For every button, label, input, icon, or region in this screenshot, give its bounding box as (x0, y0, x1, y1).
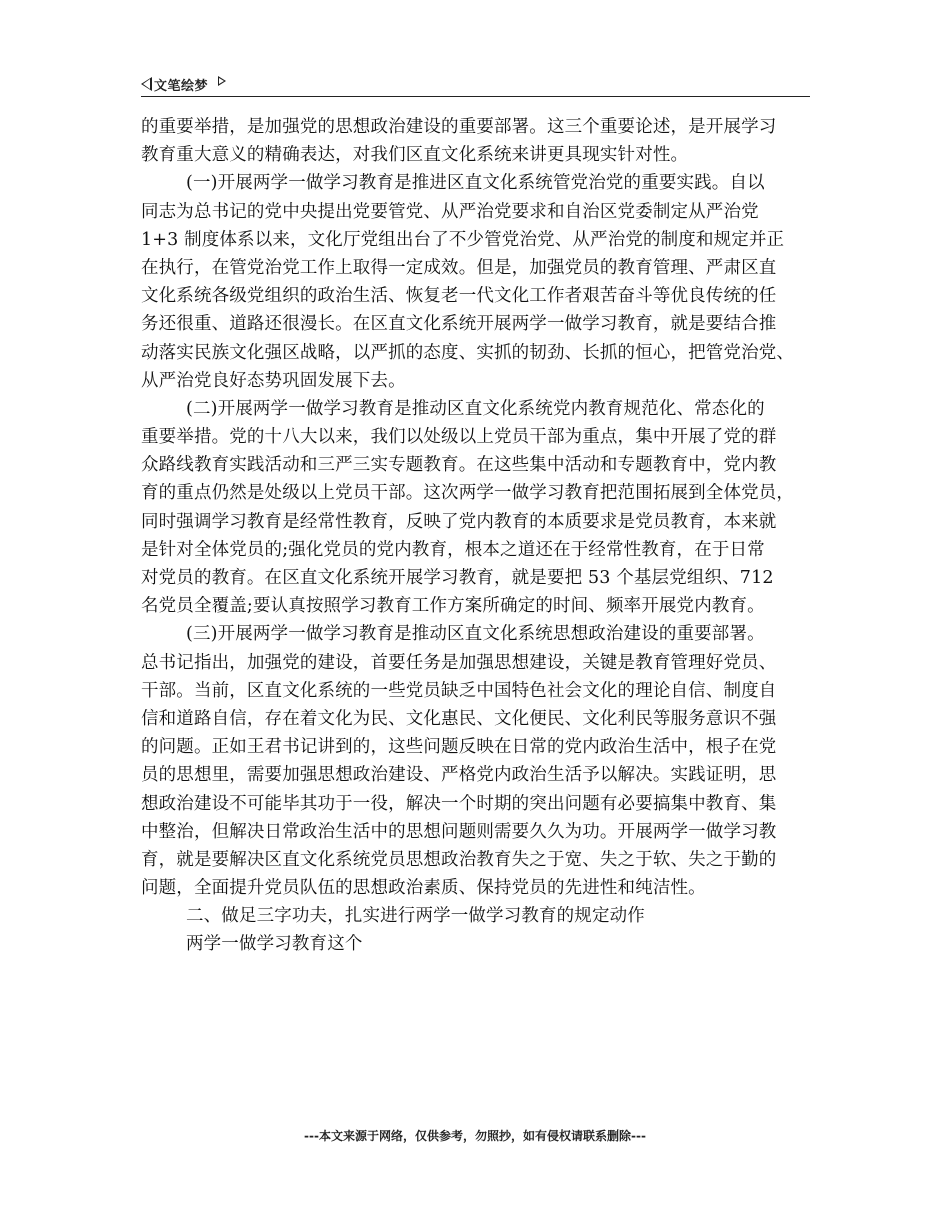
text-line: 务还很重、道路还很漫长。在区直文化系统开展两学一做学习教育，就是要结合推 (141, 314, 777, 335)
text-line: 员的思想里，需要加强思想政治建设、严格党内政治生活予以解决。实践证明，思 (141, 765, 777, 786)
text-line: 在执行，在管党治党工作上取得一定成效。但是，加强党员的教育管理、严肃区直 (141, 257, 777, 278)
text-line: (三)开展两学一做学习教育是推动区直文化系统思想政治建设的重要部署。 (186, 624, 765, 645)
text-line: 育的重点仍然是处级以上党员干部。这次两学一做学习教育把范围拓展到全体党员， (141, 483, 795, 504)
text-line: 育，就是要解决区直文化系统党员思想政治教育失之于宽、失之于软、失之于勤的 (141, 849, 777, 870)
text-line: 中整治，但解决日常政治生活中的思想问题则需要久久为功。开展两学一做学习教 (141, 821, 777, 842)
text-line: 重要举措。党的十八大以来，我们以处级以上党员干部为重点，集中开展了党的群 (141, 427, 777, 448)
text-line: 1+3 制度体系以来，文化厅党组出台了不少管党治党、从严治党的制度和规定并正 (141, 229, 785, 250)
text-line: 想政治建设不可能毕其功于一役，解决一个时期的突出问题有必要搞集中教育、集 (141, 793, 777, 814)
text-line: 文化系统各级党组织的政治生活、恢复老一代文化工作者艰苦奋斗等优良传统的任 (141, 286, 777, 307)
text-line: 从严治党良好态势巩固发展下去。 (141, 370, 406, 391)
text-line: 同志为总书记的党中央提出党要管党、从严治党要求和自治区党委制定从严治党 (141, 201, 759, 222)
text-line: 信和道路自信，存在着文化为民、文化惠民、文化便民、文化利民等服务意识不强 (141, 708, 777, 729)
text-line: 的重要举措，是加强党的思想政治建设的重要部署。这三个重要论述，是开展学习 (141, 117, 777, 137)
right-triangle-icon (218, 76, 226, 86)
header-brand: 文笔绘梦 (154, 79, 209, 94)
text-line: 总书记指出，加强党的建设，首要任务是加强思想建设，关键是教育管理好党员、 (141, 652, 777, 673)
text-line: 动落实民族文化强区战略，以严抓的态度、实抓的韧劲、长抓的恒心，把管党治党、 (141, 342, 795, 363)
text-line: 的问题。正如王君书记讲到的，这些问题反映在日常的党内政治生活中，根子在党 (141, 737, 777, 758)
text-line: 干部。当前，区直文化系统的一些党员缺乏中国特色社会文化的理论自信、制度自 (141, 680, 777, 701)
text-line: 同时强调学习教育是经常性教育，反映了党内教育的本质要求是党员教育，本来就 (141, 511, 777, 532)
text-line: (二)开展两学一做学习教育是推动区直文化系统党内教育规范化、常态化的 (186, 398, 765, 419)
document-body (141, 113, 831, 959)
page-header (141, 74, 810, 97)
text-line: 是针对全体党员的;强化党员的党内教育，根本之道还在于经常性教育，在于日常 (141, 539, 765, 560)
text-line: 教育重大意义的精确表达，对我们区直文化系统来讲更具现实针对性。 (141, 145, 689, 166)
text-line: 众路线教育实践活动和三严三实专题教育。在这些集中活动和专题教育中，党内教 (141, 455, 777, 476)
page-footer: ---本文来源于网络，仅供参考，勿照抄，如有侵权请联系删除--- (304, 1129, 646, 1143)
text-line: 二、做足三字功夫，扎实进行两学一做学习教育的规定动作 (186, 906, 645, 927)
text-line: (一)开展两学一做学习教育是推进区直文化系统管党治党的重要实践。自以 (186, 173, 765, 194)
text-line: 两学一做学习教育这个 (186, 934, 363, 955)
text-line: 名党员全覆盖;要认真按照学习教育工作方案所确定的时间、频率开展党内教育。 (141, 596, 765, 617)
text-line: 对党员的教育。在区直文化系统开展学习教育，就是要把 53 个基层党组织、712 (141, 568, 774, 588)
text-line: 问题，全面提升党员队伍的思想政治素质、保持党员的先进性和纯洁性。 (141, 878, 706, 899)
left-triangle-icon (141, 77, 152, 91)
